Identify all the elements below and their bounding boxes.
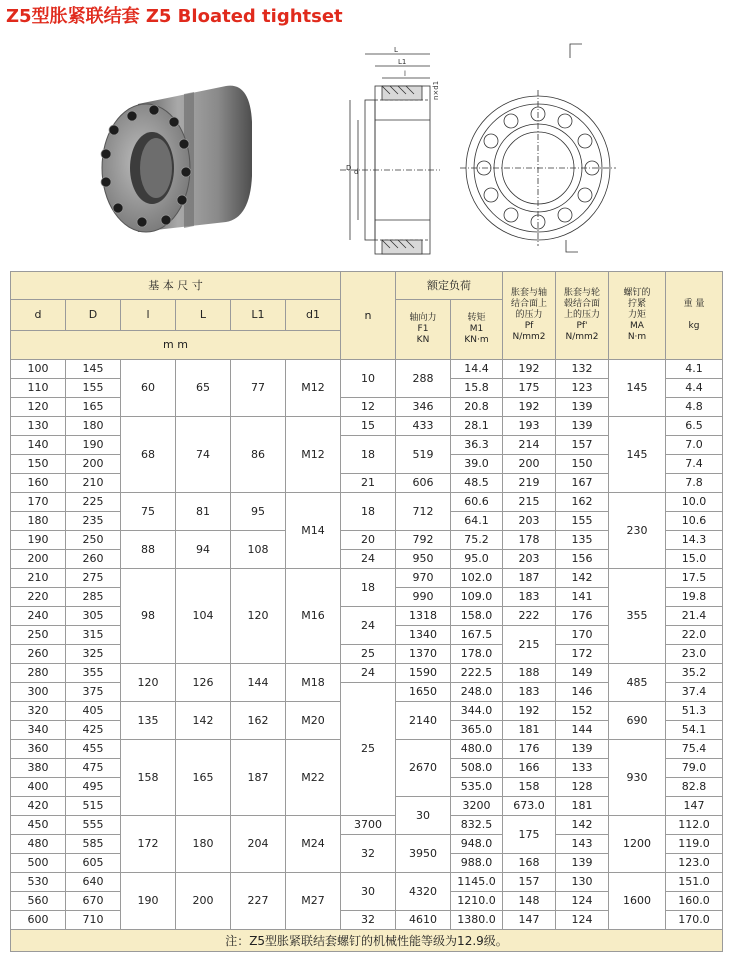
cell-L: 65 [176,360,231,417]
cell-weight: 4.8 [666,398,723,417]
cell-D: 475 [66,759,121,778]
cell-weight: 7.8 [666,474,723,493]
cell-D: 555 [66,816,121,835]
cell-Pf: 166 [503,759,556,778]
cell-D: 275 [66,569,121,588]
cell-M1: 15.8 [451,379,503,398]
cell-n: 30 [396,797,451,835]
cell-Pf: 188 [503,664,556,683]
cell-D: 325 [66,645,121,664]
cell-D: 180 [66,417,121,436]
cell-F1: 1590 [396,664,451,683]
cell-Pf: 187 [503,569,556,588]
header-d: d [11,300,66,331]
cell-D: 425 [66,721,121,740]
cell-D: 585 [66,835,121,854]
cell-M1: 60.6 [451,493,503,512]
cell-d: 340 [11,721,66,740]
cell-F1: 288 [396,360,451,398]
cell-F1: 950 [396,550,451,569]
table-row [11,873,723,892]
cell-n: 24 [341,664,396,683]
cell-Pf2: 124 [556,892,609,911]
header-L1: L1 [231,300,286,331]
cell-weight: 112.0 [666,816,723,835]
cell-l: 190 [121,873,176,930]
cell-d1: M14 [286,493,341,569]
cell-M1: 102.0 [451,569,503,588]
dim-d-label: d [354,168,359,176]
header-L: L [176,300,231,331]
cell-n: 10 [341,360,396,398]
cell-weight: 82.8 [666,778,723,797]
cell-F1: 606 [396,474,451,493]
cell-Pf: 181 [503,721,556,740]
cell-L1: 120 [231,569,286,664]
cell-L1: 77 [231,360,286,417]
cell-d: 140 [11,436,66,455]
cell-l: 172 [121,816,176,873]
cell-D: 710 [66,911,121,930]
cell-Pf2: 139 [556,398,609,417]
cell-Pf2: 149 [556,664,609,683]
cell-d: 300 [11,683,66,702]
cell-M1: 535.0 [451,778,503,797]
cell-M1: 178.0 [451,645,503,664]
cell-weight: 123.0 [666,854,723,873]
header-weight: 重 量 kg [666,272,723,360]
cell-D: 235 [66,512,121,531]
header-unit-mm: m m [11,331,341,360]
cell-Pf: 183 [503,683,556,702]
cell-M1: 1145.0 [451,873,503,892]
header-n: n [341,272,396,360]
cell-d: 100 [11,360,66,379]
cell-M1: 39.0 [451,455,503,474]
cell-n: 25 [341,683,396,816]
cell-MA: 355 [609,569,666,664]
cell-D: 250 [66,531,121,550]
cell-d: 250 [11,626,66,645]
cell-l: 120 [121,664,176,702]
cell-n: 18 [341,569,396,607]
cell-D: 405 [66,702,121,721]
header-m1: 转矩 M1 KN·m [451,300,503,360]
cell-weight: 15.0 [666,550,723,569]
cell-M1: 167.5 [451,626,503,645]
cell-l: 88 [121,531,176,569]
cell-n: 15 [341,417,396,436]
cell-M1: 480.0 [451,740,503,759]
cell-Pf: 215 [503,493,556,512]
cell-Pf2: 124 [556,911,609,930]
cell-Pf2: 133 [556,759,609,778]
cell-weight: 51.3 [666,702,723,721]
cell-Pf2: 128 [556,778,609,797]
dim-L1-label: L1 [398,58,407,66]
cell-F1: 1370 [396,645,451,664]
cell-d: 530 [11,873,66,892]
cell-weight: 10.6 [666,512,723,531]
cell-d: 420 [11,797,66,816]
cell-F1: 970 [396,569,451,588]
cell-L: 180 [176,816,231,873]
cell-weight: 160.0 [666,892,723,911]
cell-Pf2: 139 [556,854,609,873]
cell-D: 670 [66,892,121,911]
cell-l: 135 [121,702,176,740]
header-d1: d1 [286,300,341,331]
header-ma: 螺钉的 拧紧 力矩 MA N·m [609,272,666,360]
cell-d: 170 [11,493,66,512]
cell-d: 260 [11,645,66,664]
cell-n: 21 [341,474,396,493]
cell-Pf: 158 [503,778,556,797]
cell-Pf2: 150 [556,455,609,474]
cell-D: 495 [66,778,121,797]
cell-Pf: 222 [503,607,556,626]
cell-M1: 948.0 [451,835,503,854]
cell-F1: 2670 [396,740,451,797]
table-row [11,417,723,436]
cell-n: 24 [341,550,396,569]
cell-Pf: 192 [503,360,556,379]
cell-L: 200 [176,873,231,930]
cell-d1: M18 [286,664,341,702]
cell-l: 98 [121,569,176,664]
cell-Pf2: 135 [556,531,609,550]
technical-drawing [330,40,630,262]
cell-Pf2: 155 [556,512,609,531]
cell-D: 455 [66,740,121,759]
cell-Pf2: 172 [556,645,609,664]
cell-weight: 6.5 [666,417,723,436]
cell-Pf: 214 [503,436,556,455]
cell-L: 94 [176,531,231,569]
cell-weight: 35.2 [666,664,723,683]
cell-d: 600 [11,911,66,930]
dim-nd1-label: n×d1 [432,80,440,100]
cell-F1: 519 [396,436,451,474]
cell-F1: 3950 [396,835,451,873]
cell-d1: M20 [286,702,341,740]
cell-M1: 20.8 [451,398,503,417]
cell-weight: 10.0 [666,493,723,512]
cell-L: 126 [176,664,231,702]
cell-Pf2: 132 [556,360,609,379]
cell-L1: 144 [231,664,286,702]
cell-L1: 204 [231,816,286,873]
cell-Pf2: 152 [556,702,609,721]
cell-weight: 4.4 [666,379,723,398]
cell-l: 60 [121,360,176,417]
cell-M1: 48.5 [451,474,503,493]
spec-table [10,271,723,952]
cell-Pf: 157 [503,873,556,892]
cell-d: 210 [11,569,66,588]
cell-M1: 988.0 [451,854,503,873]
cell-MA: 145 [609,417,666,493]
cell-MA: 485 [609,664,666,702]
cell-Pf2: 139 [556,417,609,436]
cell-Pf2: 156 [556,550,609,569]
cell-D: 165 [66,398,121,417]
cell-M1: 508.0 [451,759,503,778]
cell-Pf2: 130 [556,873,609,892]
cell-n: 18 [341,436,396,474]
cell-M1: 1210.0 [451,892,503,911]
cell-weight: 170.0 [666,911,723,930]
cell-weight: 37.4 [666,683,723,702]
header-pf-hub: 胀套与轮 毂结合面 上的压力 Pf' N/mm2 [556,272,609,360]
dim-D-label: D [346,164,352,172]
cell-d: 150 [11,455,66,474]
dim-l-label: l [404,70,406,78]
header-pf: 胀套与轴 结合面上 的压力 Pf N/mm2 [503,272,556,360]
cell-Pf: 148 [503,892,556,911]
cell-weight: 23.0 [666,645,723,664]
cell-Pf: 175 [503,816,556,854]
cell-D: 315 [66,626,121,645]
cell-F1: 990 [396,588,451,607]
table-row [11,816,723,835]
header-D: D [66,300,121,331]
cell-d1: M22 [286,740,341,816]
cell-l: 75 [121,493,176,531]
cell-D: 285 [66,588,121,607]
cell-d: 400 [11,778,66,797]
cell-F1: 792 [396,531,451,550]
cell-weight: 79.0 [666,759,723,778]
cell-weight: 7.4 [666,455,723,474]
cell-M1: 64.1 [451,512,503,531]
cell-D: 605 [66,854,121,873]
product-photo [94,76,254,234]
cell-n: 20 [341,531,396,550]
header-basic-dimensions: 基 本 尺 寸 [11,272,341,300]
cell-n: 25 [341,645,396,664]
cell-d: 320 [11,702,66,721]
cell-M1: 222.5 [451,664,503,683]
cell-D: 305 [66,607,121,626]
cell-D: 640 [66,873,121,892]
header-f1: 轴向力 F1 KN [396,300,451,360]
cell-n: 24 [341,607,396,645]
cell-D: 355 [66,664,121,683]
cell-Pf2: 146 [556,683,609,702]
cell-L1: 86 [231,417,286,493]
dim-L-label: L [394,46,398,54]
cell-M1: 832.5 [451,816,503,835]
cell-F1: 433 [396,417,451,436]
cell-M1: 109.0 [451,588,503,607]
cell-weight: 17.5 [666,569,723,588]
cell-Pf2: 157 [556,436,609,455]
cell-M1: 248.0 [451,683,503,702]
cell-l: 68 [121,417,176,493]
cell-d: 500 [11,854,66,873]
cell-d1: M16 [286,569,341,664]
cell-Pf2: 170 [556,626,609,645]
cell-F1: 3700 [341,816,396,835]
cell-D: 210 [66,474,121,493]
cell-Pf: 181 [556,797,609,816]
cell-F1: 4320 [396,873,451,911]
cell-Pf: 200 [503,455,556,474]
cell-M1: 1380.0 [451,911,503,930]
cell-F1: 3200 [451,797,503,816]
cell-Pf2: 143 [556,835,609,854]
cell-Pf2: 123 [556,379,609,398]
cell-M1: 365.0 [451,721,503,740]
cell-Pf2: 142 [556,816,609,835]
cell-D: 155 [66,379,121,398]
cell-Pf2: 142 [556,569,609,588]
cell-D: 190 [66,436,121,455]
cell-Pf2: 167 [556,474,609,493]
cell-L1: 227 [231,873,286,930]
cell-weight: 7.0 [666,436,723,455]
cell-M1: 28.1 [451,417,503,436]
cell-weight: 4.1 [666,360,723,379]
cell-n: 32 [341,911,396,930]
cell-d: 450 [11,816,66,835]
cell-Pf2: 141 [556,588,609,607]
cell-d: 160 [11,474,66,493]
cell-Pf: 192 [503,398,556,417]
header-rated-load: 额定负荷 [396,272,503,300]
cell-Pf: 219 [503,474,556,493]
cell-d: 220 [11,588,66,607]
cell-MA: 690 [609,702,666,740]
table-note: 注：Z5型胀紧联结套螺钉的机械性能等级为12.9级。 [11,930,723,952]
cell-M1: 36.3 [451,436,503,455]
cell-weight: 14.3 [666,531,723,550]
cell-L1: 187 [231,740,286,816]
cell-L1: 162 [231,702,286,740]
cell-F1: 712 [396,493,451,531]
cell-L: 165 [176,740,231,816]
cell-L1: 108 [231,531,286,569]
cell-M1: 344.0 [451,702,503,721]
cell-M1: 673.0 [503,797,556,816]
cell-Pf: 203 [503,550,556,569]
cell-L: 104 [176,569,231,664]
cell-F1: 2140 [396,702,451,740]
cell-weight: 151.0 [666,873,723,892]
cell-MA: 230 [609,493,666,569]
cell-n: 12 [341,398,396,417]
cell-F1: 1650 [396,683,451,702]
cell-d: 560 [11,892,66,911]
cell-M1: 95.0 [451,550,503,569]
cell-Pf: 215 [503,626,556,664]
cell-weight: 19.8 [666,588,723,607]
cell-n: 32 [341,835,396,873]
cell-l: 158 [121,740,176,816]
cell-Pf: 176 [503,740,556,759]
table-row [11,664,723,683]
cell-Pf2: 147 [666,797,723,816]
cell-F1: 1318 [396,607,451,626]
cell-d: 190 [11,531,66,550]
cell-Pf: 193 [503,417,556,436]
cell-d: 130 [11,417,66,436]
cell-L: 81 [176,493,231,531]
page-title: Z5型胀紧联结套 Z5 Bloated tightset [6,6,343,27]
cell-MA: 1600 [609,873,666,930]
table-row [11,360,723,379]
cell-d: 480 [11,835,66,854]
cell-d1: M27 [286,873,341,930]
cell-D: 260 [66,550,121,569]
cell-d: 360 [11,740,66,759]
cell-MA: 1200 [609,816,666,873]
header-l: l [121,300,176,331]
table-row [11,493,723,512]
cell-L: 74 [176,417,231,493]
cell-F1: 4610 [396,911,451,930]
cell-d: 180 [11,512,66,531]
cell-D: 515 [66,797,121,816]
cell-F1: 1340 [396,626,451,645]
cell-L: 142 [176,702,231,740]
cell-n: 30 [341,873,396,911]
cell-d1: M24 [286,816,341,873]
cell-L1: 95 [231,493,286,531]
cell-Pf: 168 [503,854,556,873]
cell-d: 380 [11,759,66,778]
cell-d: 120 [11,398,66,417]
cell-D: 145 [66,360,121,379]
cell-d: 240 [11,607,66,626]
cell-Pf2: 176 [556,607,609,626]
cell-weight: 54.1 [666,721,723,740]
cell-weight: 22.0 [666,626,723,645]
cell-weight: 21.4 [666,607,723,626]
cell-Pf: 175 [503,379,556,398]
cell-D: 200 [66,455,121,474]
cell-F1: 346 [396,398,451,417]
cell-D: 375 [66,683,121,702]
cell-d: 110 [11,379,66,398]
cell-weight: 75.4 [666,740,723,759]
cell-weight: 119.0 [666,835,723,854]
cell-MA: 930 [609,740,666,816]
cell-d1: M12 [286,360,341,417]
cell-n: 18 [341,493,396,531]
cell-M1: 14.4 [451,360,503,379]
cell-Pf: 147 [503,911,556,930]
cell-MA: 145 [609,360,666,417]
cell-Pf: 178 [503,531,556,550]
cell-Pf: 203 [503,512,556,531]
table-row [11,569,723,588]
cell-d1: M12 [286,417,341,493]
cell-d: 200 [11,550,66,569]
cell-D: 225 [66,493,121,512]
cell-Pf2: 162 [556,493,609,512]
cell-Pf: 192 [503,702,556,721]
cell-Pf2: 144 [556,721,609,740]
cell-M1: 158.0 [451,607,503,626]
cell-d: 280 [11,664,66,683]
cell-Pf: 183 [503,588,556,607]
cell-Pf2: 139 [556,740,609,759]
cell-M1: 75.2 [451,531,503,550]
